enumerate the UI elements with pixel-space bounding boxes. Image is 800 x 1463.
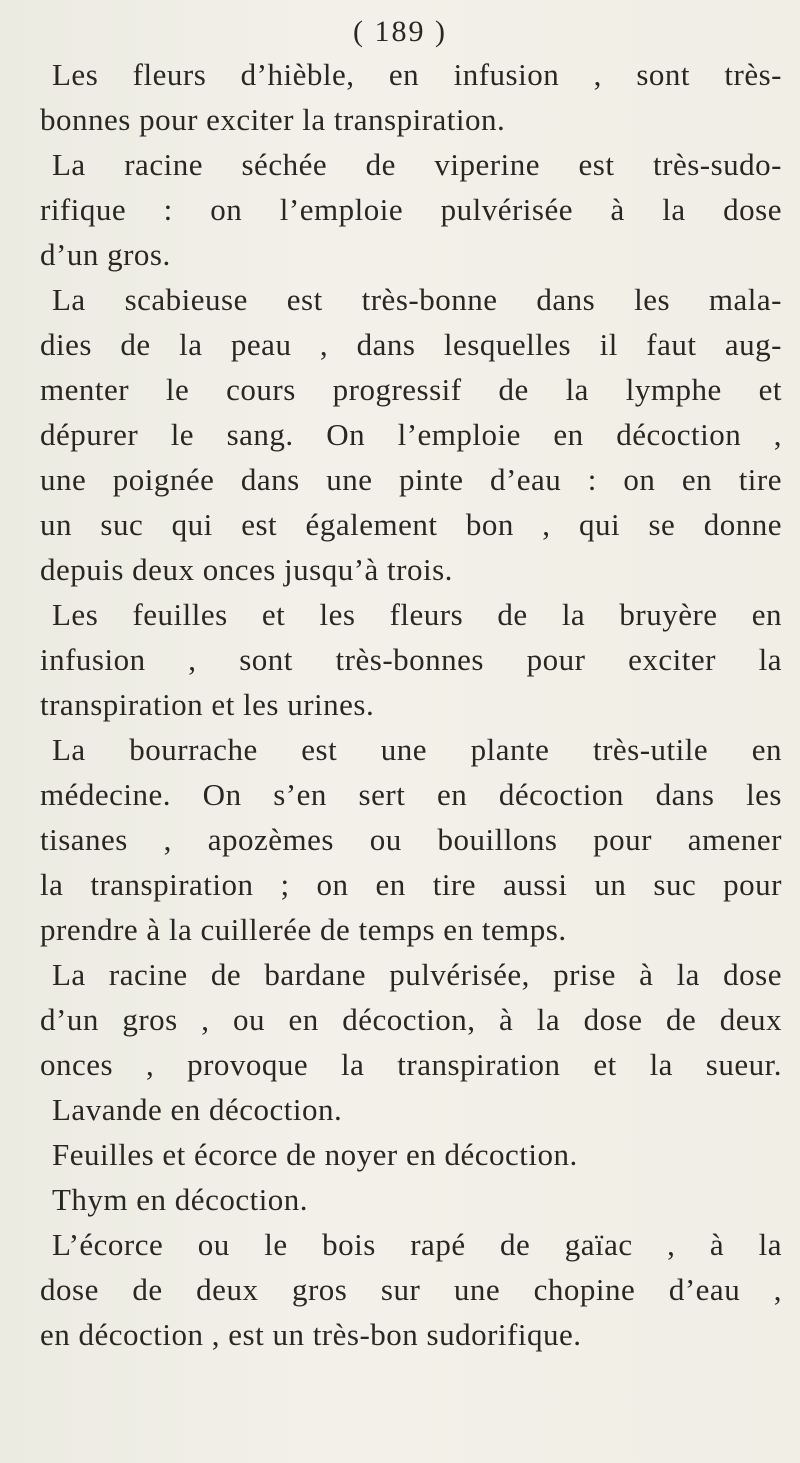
text-line: bonnes pour exciter la transpiration. (40, 102, 506, 137)
text-line: transpiration et les urines. (40, 687, 375, 722)
text-line: menter le cours progressif de la lymphe et (40, 372, 782, 407)
text-line: Lavande en décoction. (52, 1092, 343, 1127)
text-line: dose de deux gros sur une chopine d’eau , (40, 1272, 782, 1307)
text-line: rifique : on l’emploie pulvérisée à la dose (40, 192, 782, 227)
page-number: ( 189 ) (353, 15, 447, 48)
text-line: depuis deux onces jusqu’à trois. (40, 552, 453, 587)
text-line: La bourrache est une plante très-utile en (52, 732, 782, 767)
text-line: tisanes , apozèmes ou bouillons pour amener (40, 822, 782, 857)
text-line: dies de la peau , dans lesquelles il faut aug- (40, 327, 782, 362)
text-line: Feuilles et écorce de noyer en décoction. (52, 1137, 578, 1172)
text-line: infusion , sont très-bonnes pour exciter la (40, 642, 782, 677)
text-line: La racine de bardane pulvérisée, prise à la dose (52, 957, 782, 992)
text-line: Thym en décoction. (52, 1182, 309, 1217)
text-line: Les fleurs d’hièble, en infusion , sont très- (52, 57, 782, 92)
text-line: en décoction , est un très-bon sudorifique. (40, 1317, 582, 1352)
text-line: La racine séchée de viperine est très-sudo- (52, 147, 782, 182)
text-line: prendre à la cuillerée de temps en temps. (40, 912, 567, 947)
text-line: onces , provoque la transpiration et la sueur. (40, 1047, 782, 1082)
text-line: la transpiration ; on en tire aussi un suc pour (40, 867, 782, 902)
text-line: médecine. On s’en sert en décoction dans les (40, 777, 782, 812)
text-line: d’un gros , ou en décoction, à la dose de deux (40, 1002, 782, 1037)
text-line: dépurer le sang. On l’emploie en décoction , (40, 417, 782, 452)
text-line: L’écorce ou le bois rapé de gaïac , à la (52, 1227, 782, 1262)
text-line: un suc qui est également bon , qui se donne (40, 507, 782, 542)
text-line: une poignée dans une pinte d’eau : on en tire (40, 462, 782, 497)
text-line: d’un gros. (40, 237, 171, 272)
text-line: Les feuilles et les fleurs de la bruyère en (52, 597, 782, 632)
text-line: La scabieuse est très-bonne dans les mala- (52, 282, 782, 317)
